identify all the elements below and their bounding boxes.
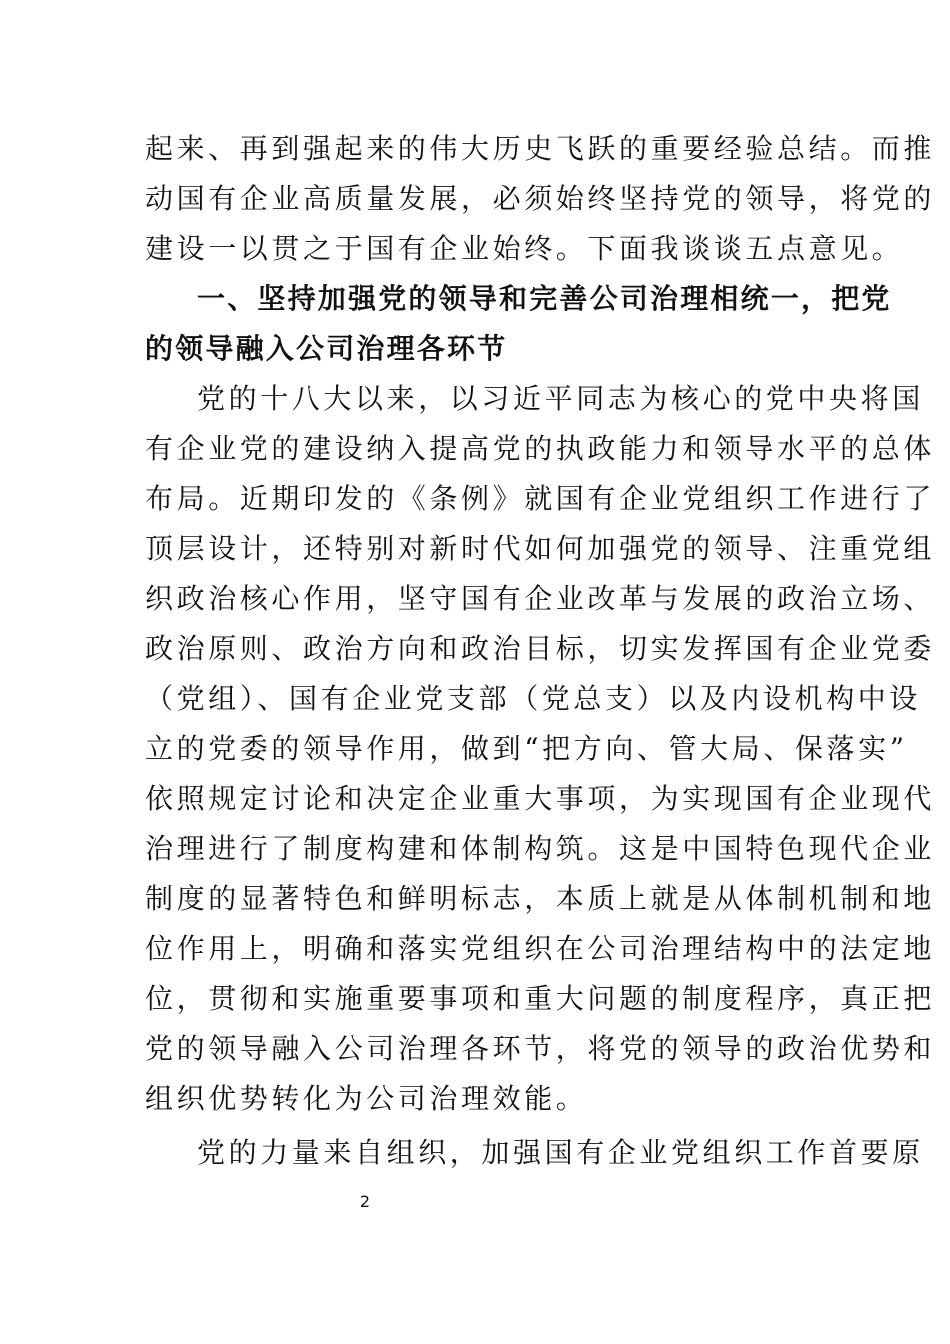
paragraph-line: （党组）、国有企业党支部（党总支）以及内设机构中设 <box>145 682 922 715</box>
paragraph-line: 依照规定讨论和决定企业重大事项，为实现国有企业现代 <box>145 782 936 815</box>
section-heading: 一、坚持加强党的领导和完善公司治理相统一，把党 <box>197 282 892 315</box>
paragraph-line: 位，贯彻和实施重要事项和重大问题的制度程序，真正把 <box>145 982 936 1015</box>
text-line: 起来、再到强起来的伟大历史飞跃的重要经验总结。而推 <box>145 132 936 165</box>
paragraph-line: 有企业党的建设纳入提高党的执政能力和领导水平的总体 <box>145 432 936 465</box>
paragraph-line: 立的党委的领导作用，做到“把方向、管大局、保落实” <box>145 732 908 765</box>
text-line: 建设一以贯之于国有企业始终。下面我谈谈五点意见。 <box>145 232 904 265</box>
paragraph-line: 治理进行了制度构建和体制构筑。这是中国特色现代企业 <box>145 832 936 865</box>
paragraph-line: 党的十八大以来，以习近平同志为核心的党中央将国 <box>197 382 924 415</box>
page-number: 2 <box>359 1192 371 1211</box>
paragraph-line: 党的领导融入公司治理各环节，将党的领导的政治优势和 <box>145 1032 936 1065</box>
text-line: 动国有企业高质量发展，必须始终坚持党的领导，将党的 <box>145 182 936 215</box>
paragraph-line: 党的力量来自组织，加强国有企业党组织工作首要原 <box>197 1136 924 1169</box>
paragraph-line: 政治原则、政治方向和政治目标，切实发挥国有企业党委 <box>145 632 936 665</box>
paragraph-line: 顶层设计，还特别对新时代如何加强党的领导、注重党组 <box>145 532 936 565</box>
section-heading-continuation: 的领导融入公司治理各环节 <box>145 332 508 365</box>
paragraph-line: 组织优势转化为公司治理效能。 <box>145 1082 588 1115</box>
paragraph-line: 位作用上，明确和落实党组织在公司治理结构中的法定地 <box>145 932 936 965</box>
document-body <box>145 124 936 1178</box>
paragraph-line: 制度的显著特色和鲜明标志，本质上就是从体制机制和地 <box>145 882 936 915</box>
paragraph-line: 布局。近期印发的《条例》就国有企业党组织工作进行了 <box>145 482 936 515</box>
paragraph-line: 织政治核心作用，坚守国有企业改革与发展的政治立场、 <box>145 582 936 615</box>
